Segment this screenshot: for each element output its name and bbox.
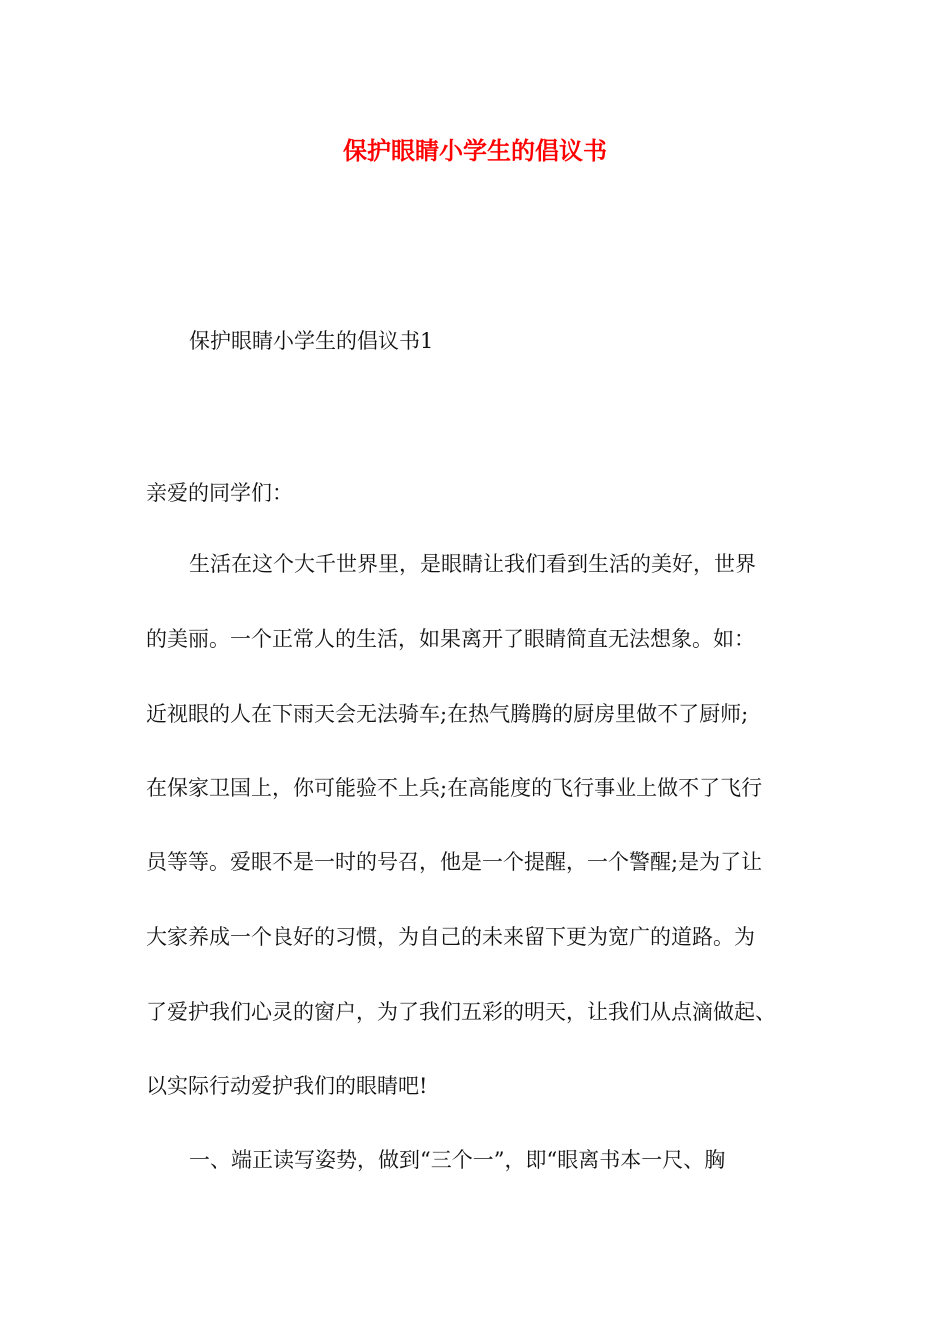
paragraph-line: 以实际行动爱护我们的眼睛吧! xyxy=(146,1074,428,1098)
paragraph-line: 生活在这个大千世界里，是眼睛让我们看到生活的美好，世界 xyxy=(189,552,756,576)
document-title: 保护眼睛小学生的倡议书 xyxy=(343,137,607,165)
paragraph-line: 员等等。爱眼不是一时的号召，他是一个提醒，一个警醒;是为了让 xyxy=(146,850,763,874)
greeting: 亲爱的同学们： xyxy=(146,481,293,505)
paragraph-line: 近视眼的人在下雨天会无法骑车;在热气腾腾的厨房里做不了厨师; xyxy=(146,702,749,726)
paragraph-line: 的美丽。一个正常人的生活，如果离开了眼睛简直无法想象。如： xyxy=(146,627,755,651)
paragraph-line: 了爱护我们心灵的窗户，为了我们五彩的明天，让我们从点滴做起、 xyxy=(146,1000,776,1024)
paragraph-line: 一、端正读写姿势，做到“三个一”，即“眼离书本一尺、胸 xyxy=(189,1148,726,1172)
paragraph-line: 在保家卫国上，你可能验不上兵;在高能度的飞行事业上做不了飞行 xyxy=(146,776,763,800)
paragraph-line: 大家养成一个良好的习惯，为自己的未来留下更为宽广的道路。为 xyxy=(146,925,755,949)
section-heading: 保护眼睛小学生的倡议书1 xyxy=(189,329,434,353)
